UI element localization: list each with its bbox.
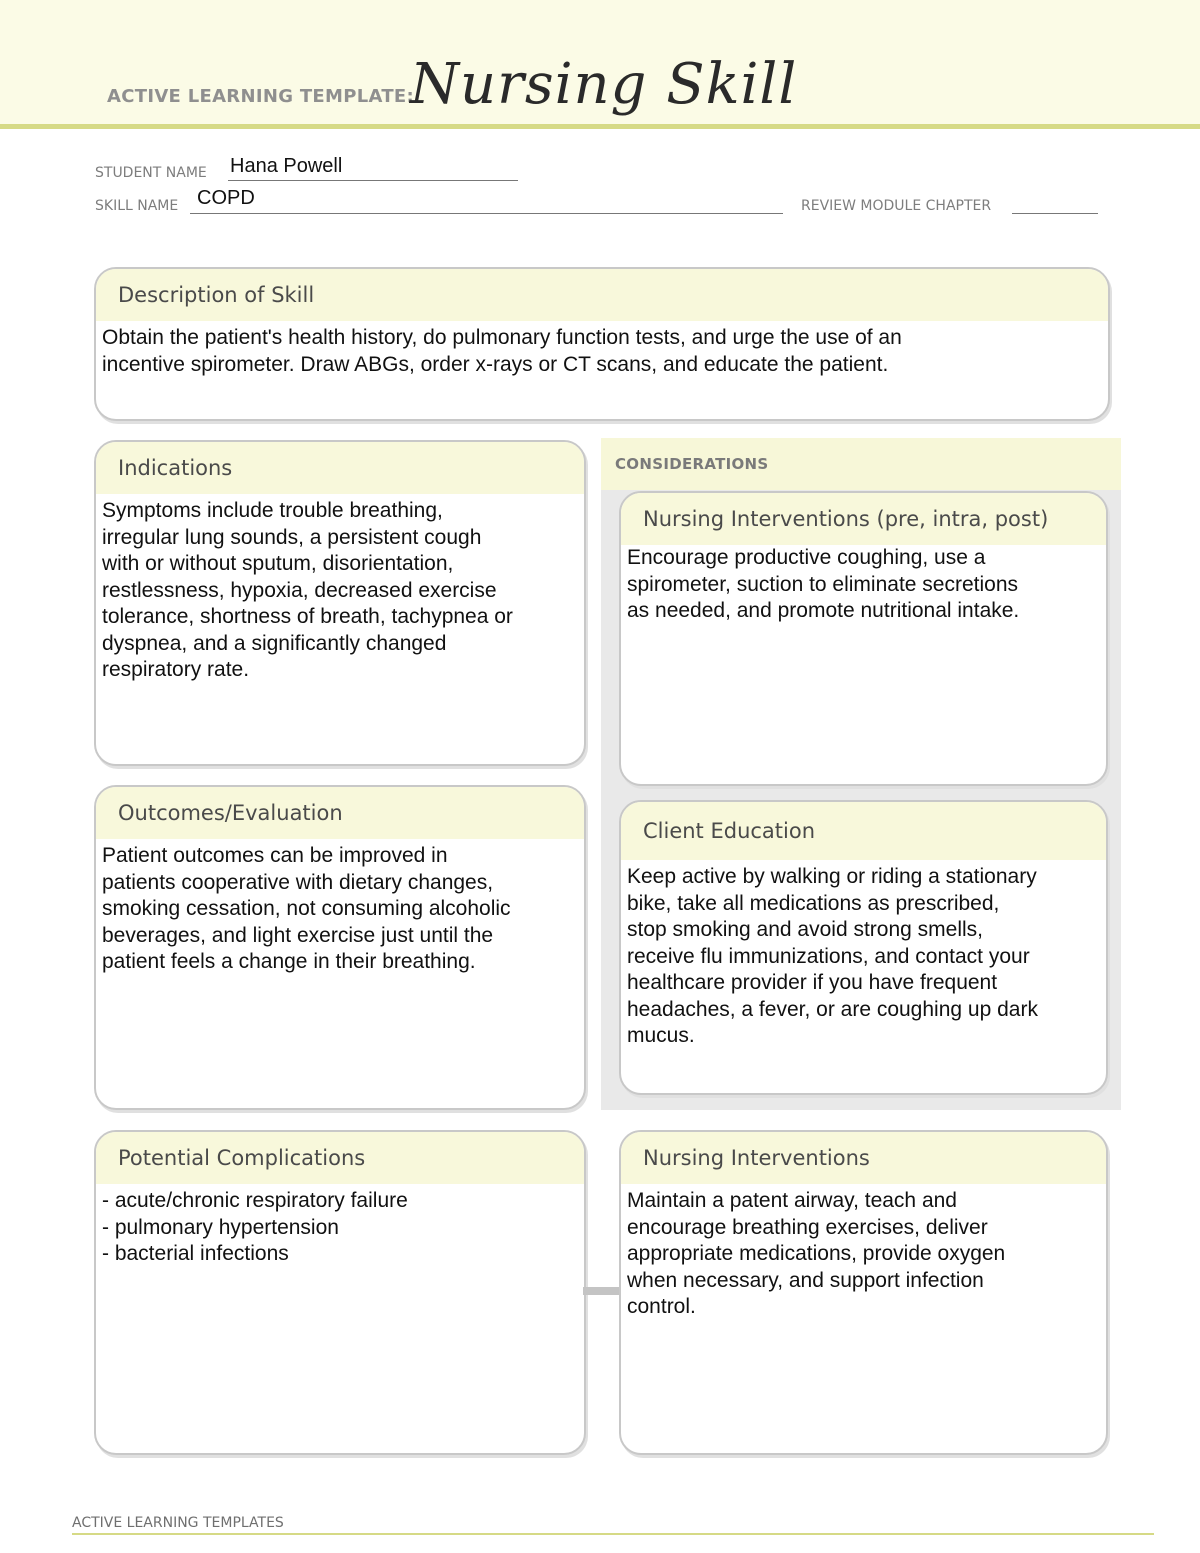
client-education-text[interactable]: Keep active by walking or riding a stationary bike, take all medications as prescribed, stop smoking and avoid strong smells, receive flu immunizations, and contact your healthcare provider if you have frequent headaches, a fever, or are coughing up dark mucus.: [627, 865, 1038, 1047]
description-heading: Description of Skill: [96, 269, 1108, 321]
description-box: [94, 267, 1110, 421]
student-name-line: [228, 180, 518, 181]
description-text[interactable]: Obtain the patient's health history, do pulmonary function tests, and urge the use of an incentive spirometer. Draw ABGs, order x-rays or CT scans, and educate the patient.: [102, 326, 902, 376]
student-name-label: STUDENT NAME: [95, 165, 207, 181]
indications-text[interactable]: Symptoms include trouble breathing, irregular lung sounds, a persistent cough with or without sputum, disorientation, restlessness, hypoxia, decreased exercise tolerance, shortness of breath, tachypnea or dyspnea, and a significantly changed respiratory rate.: [102, 499, 513, 681]
nursing-interventions-ppp-box: [619, 491, 1108, 786]
nursing-interventions-ppp-text[interactable]: Encourage productive coughing, use a spirometer, suction to eliminate secretions as needed, and promote nutritional intake.: [627, 546, 1020, 622]
footer-text: ACTIVE LEARNING TEMPLATES: [72, 1515, 284, 1531]
nursing-interventions-text[interactable]: Maintain a patent airway, teach and encourage breathing exercises, deliver appropriate medications, provide oxygen when necessary, and support infection control.: [627, 1189, 1006, 1318]
complications-box: [94, 1130, 586, 1455]
skill-name-field[interactable]: COPD: [197, 187, 255, 209]
box-connector: [583, 1287, 619, 1295]
complications-heading: Potential Complications: [96, 1132, 584, 1184]
review-module-field[interactable]: [1012, 213, 1098, 214]
outcomes-text[interactable]: Patient outcomes can be improved in patients cooperative with dietary changes, smoking cessation, not consuming alcoholic beverages, and light exercise just until the patient feels a change in their breathing.: [102, 844, 511, 973]
indications-box: [94, 440, 586, 766]
client-education-heading: Client Education: [621, 802, 1106, 860]
skill-name-line: [190, 213, 783, 214]
student-name-field[interactable]: Hana Powell: [230, 155, 343, 177]
complications-text[interactable]: - acute/chronic respiratory failure - pulmonary hypertension - bacterial infections: [102, 1189, 408, 1265]
page-title: Nursing Skill: [410, 52, 798, 117]
indications-heading: Indications: [96, 442, 584, 494]
skill-name-label: SKILL NAME: [95, 198, 179, 214]
nursing-interventions-ppp-heading: Nursing Interventions (pre, intra, post): [621, 493, 1106, 545]
template-label: ACTIVE LEARNING TEMPLATE:: [107, 86, 414, 107]
header-banner: [0, 0, 1200, 129]
review-module-label: REVIEW MODULE CHAPTER: [801, 198, 992, 214]
considerations-heading: CONSIDERATIONS: [601, 438, 1121, 490]
outcomes-heading: Outcomes/Evaluation: [96, 787, 584, 839]
nursing-interventions-box: [619, 1130, 1108, 1455]
client-education-box: [619, 800, 1108, 1095]
nursing-interventions-heading: Nursing Interventions: [621, 1132, 1106, 1184]
outcomes-box: [94, 785, 586, 1110]
footer-divider: [72, 1533, 1154, 1535]
